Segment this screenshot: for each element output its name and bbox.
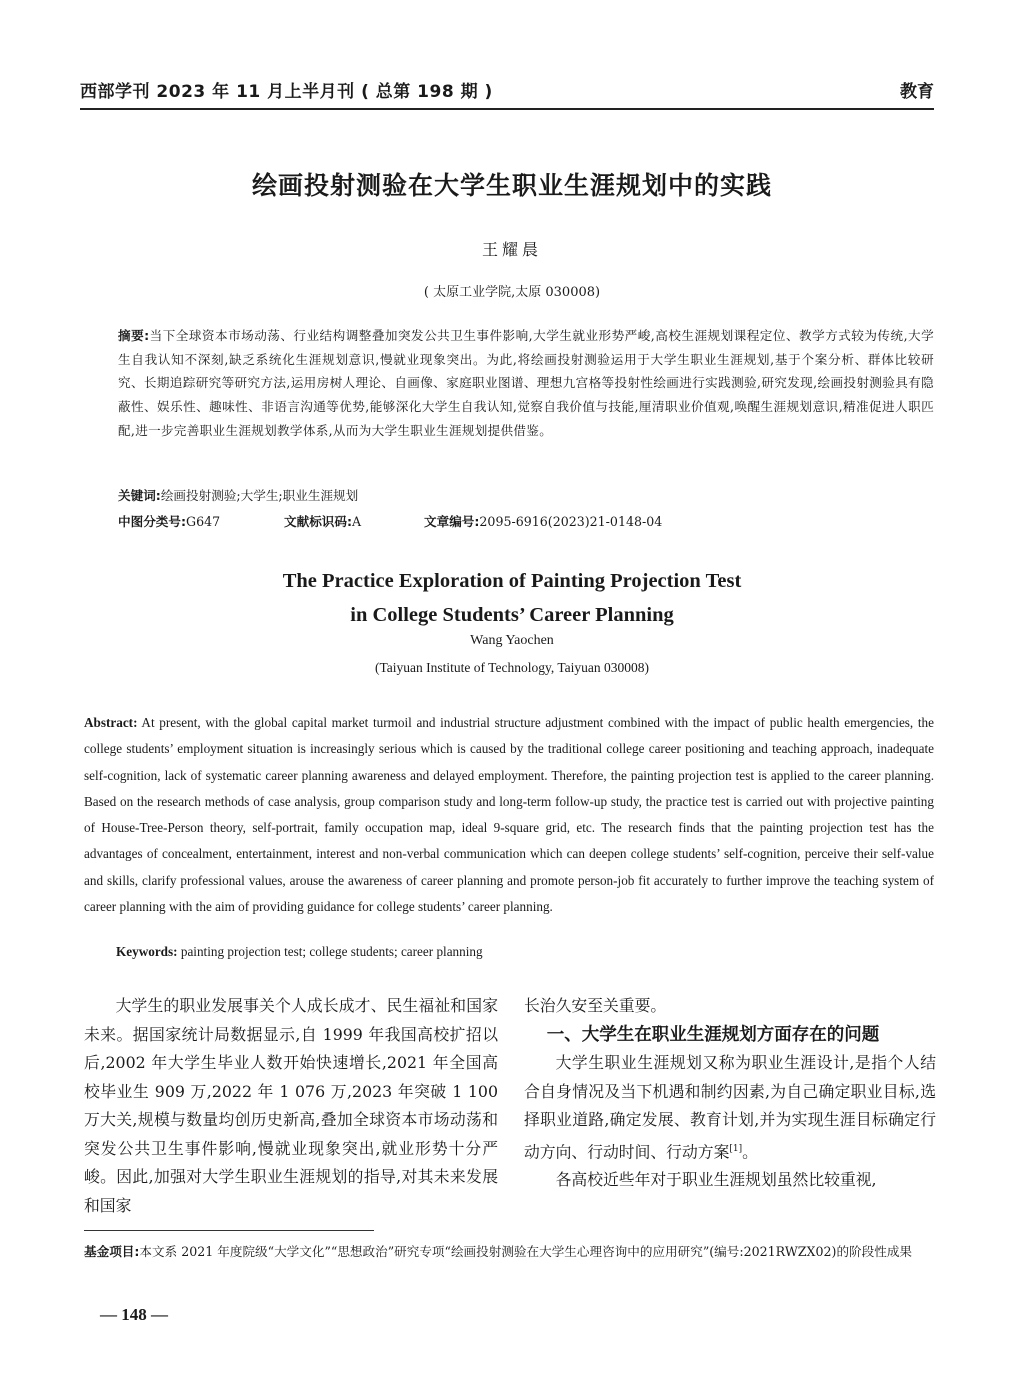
clc-code: 中图分类号:G647 [118,514,221,529]
citation-ref: [1] [729,1143,743,1154]
keywords-cn-text: 绘画投射测验;大学生;职业生涯规划 [160,488,359,503]
funding-label: 基金项目: [84,1244,140,1259]
section-heading: 一、大学生在职业生涯规划方面存在的问题 [546,1024,880,1045]
keywords-en-text: painting projection test; college students; career planning [180,944,483,959]
funding-text: 本文系 2021 年度院级“大学文化”“思想政治”研究专项“绘画投射测验在大学生心理咨询中的应用研究”(编号:2021RWZX02)的阶段性成果 [139,1244,913,1259]
title-chinese: 绘画投射测验在大学生职业生涯规划中的实践 [251,171,772,200]
keywords-english [116,944,483,960]
body-paragraph: 各高校近些年对于职业生涯规划虽然比较重视, [555,1170,877,1190]
footnote-divider [84,1230,374,1231]
keywords-cn-label: 关键词: [118,488,161,503]
body-left-column [84,992,498,1220]
body-right-column [524,992,936,1195]
body-paragraph: 大学生的职业发展事关个人成长成才、民生福祉和国家未来。据国家统计局数据显示,自 1999 年我国高校扩招以后,2002 年大学生毕业人数开始快速增长,2021 年全国高校毕业生 909 万,2022 年 1 076 万,2023 年突破 1 100 万大关,规模与数量均创历史新高,叠加全球资本市场动荡和突发公共卫生事件影响,慢就业现象突出,就业形势十分严峻。因此,加强对大学生职业生涯规划的指导,对其未来发展和国家 [84,996,498,1215]
article-number: 文章编号:2095-6916(2023)21-0148-04 [424,514,663,529]
abstract-cn-text: 当下全球资本市场动荡、行业结构调整叠加突发公共卫生事件影响,大学生就业形势严峻,高校生涯规划课程定位、教学方式较为传统,大学生自我认知不深刻,缺乏系统化生涯规划意识,慢就业现象突出。为此,将绘画投射测验运用于大学生职业生涯规划,基于个案分析、群体比较研究、长期追踪研究等研究方法,运用房树人理论、自画像、家庭职业图谱、理想九宫格等投射性绘画进行实践测验,研究发现,绘画投射测验具有隐蔽性、娱乐性、趣味性、非语言沟通等优势,能够深化大学生自我认知,觉察自我价值与技能,厘清职业价值观,唤醒生涯规划意识,精准促进人职匹配,进一步完善职业生涯规划教学体系,从而为大学生职业生涯规划提供借鉴。 [118,328,935,438]
abstract-chinese [118,324,934,443]
abstract-english [84,710,934,920]
affiliation-chinese: ( 太原工业学院,太原 030008) [423,285,601,300]
classification-row [118,511,918,530]
keywords-en-label: Keywords: [116,944,178,959]
document-code: 文献标识码:A [284,514,362,529]
body-paragraph: 大学生职业生涯规划又称为职业生涯设计,是指个人结合自身情况及当下机遇和制约因素,为自己确定职业目标,选择职业道路,确定发展、教育计划,并为实现生涯目标确定行动方向、行动时间、行动方案[1]。 [524,1053,936,1161]
page-header [80,66,934,110]
abstract-cn-label: 摘要: [118,328,150,343]
author-english: Wang Yaochen [470,633,554,648]
funding-footnote [84,1240,934,1264]
abstract-en-label: Abstract: [84,715,138,730]
journal-info: 西部学刊 2023 年 11 月上半月刊 ( 总第 198 期 ) [80,82,493,102]
body-paragraph-continued: 长治久安至关重要。 [524,996,667,1015]
page-number: — 148 — [100,1305,168,1324]
affiliation-english: (Taiyuan Institute of Technology, Taiyuan 030008) [375,660,649,675]
title-english [0,564,1024,632]
keywords-chinese [118,485,358,504]
title-en-line1: The Practice Exploration of Painting Projection Test [282,570,742,592]
author-chinese: 王耀晨 [481,240,542,259]
abstract-en-text: At present, with the global capital market turmoil and industrial structure adjustment combined with the impact of public health emergencies, the college students’ employment situation is increasingly serious which is caused by the traditional college career positioning and teaching approach, inadequate self-cognition, lack of systematic career planning awareness and delayed employment. Therefore, the painting projection test is applied to the career planning. Based on the research methods of case analysis, group comparison study and long-term follow-up study, the practice test is carried out with projective painting of House-Tree-Person theory, self-portrait, family occupation map, ideal 9-square grid, etc. The research finds that the painting projection test has the advantages of concealment, entertainment, interest and non-verbal communication which can deepen college students’ self-cognition, perceive their self-value and skills, clarify professional values, arouse the awareness of career planning and promote person-job fit accurately to further improve the teaching system of career planning with the aim of providing guidance for college students’ career planning. [84,715,934,915]
title-en-line2: in College Students’ Career Planning [350,604,674,626]
section-name: 教育 [900,82,934,102]
